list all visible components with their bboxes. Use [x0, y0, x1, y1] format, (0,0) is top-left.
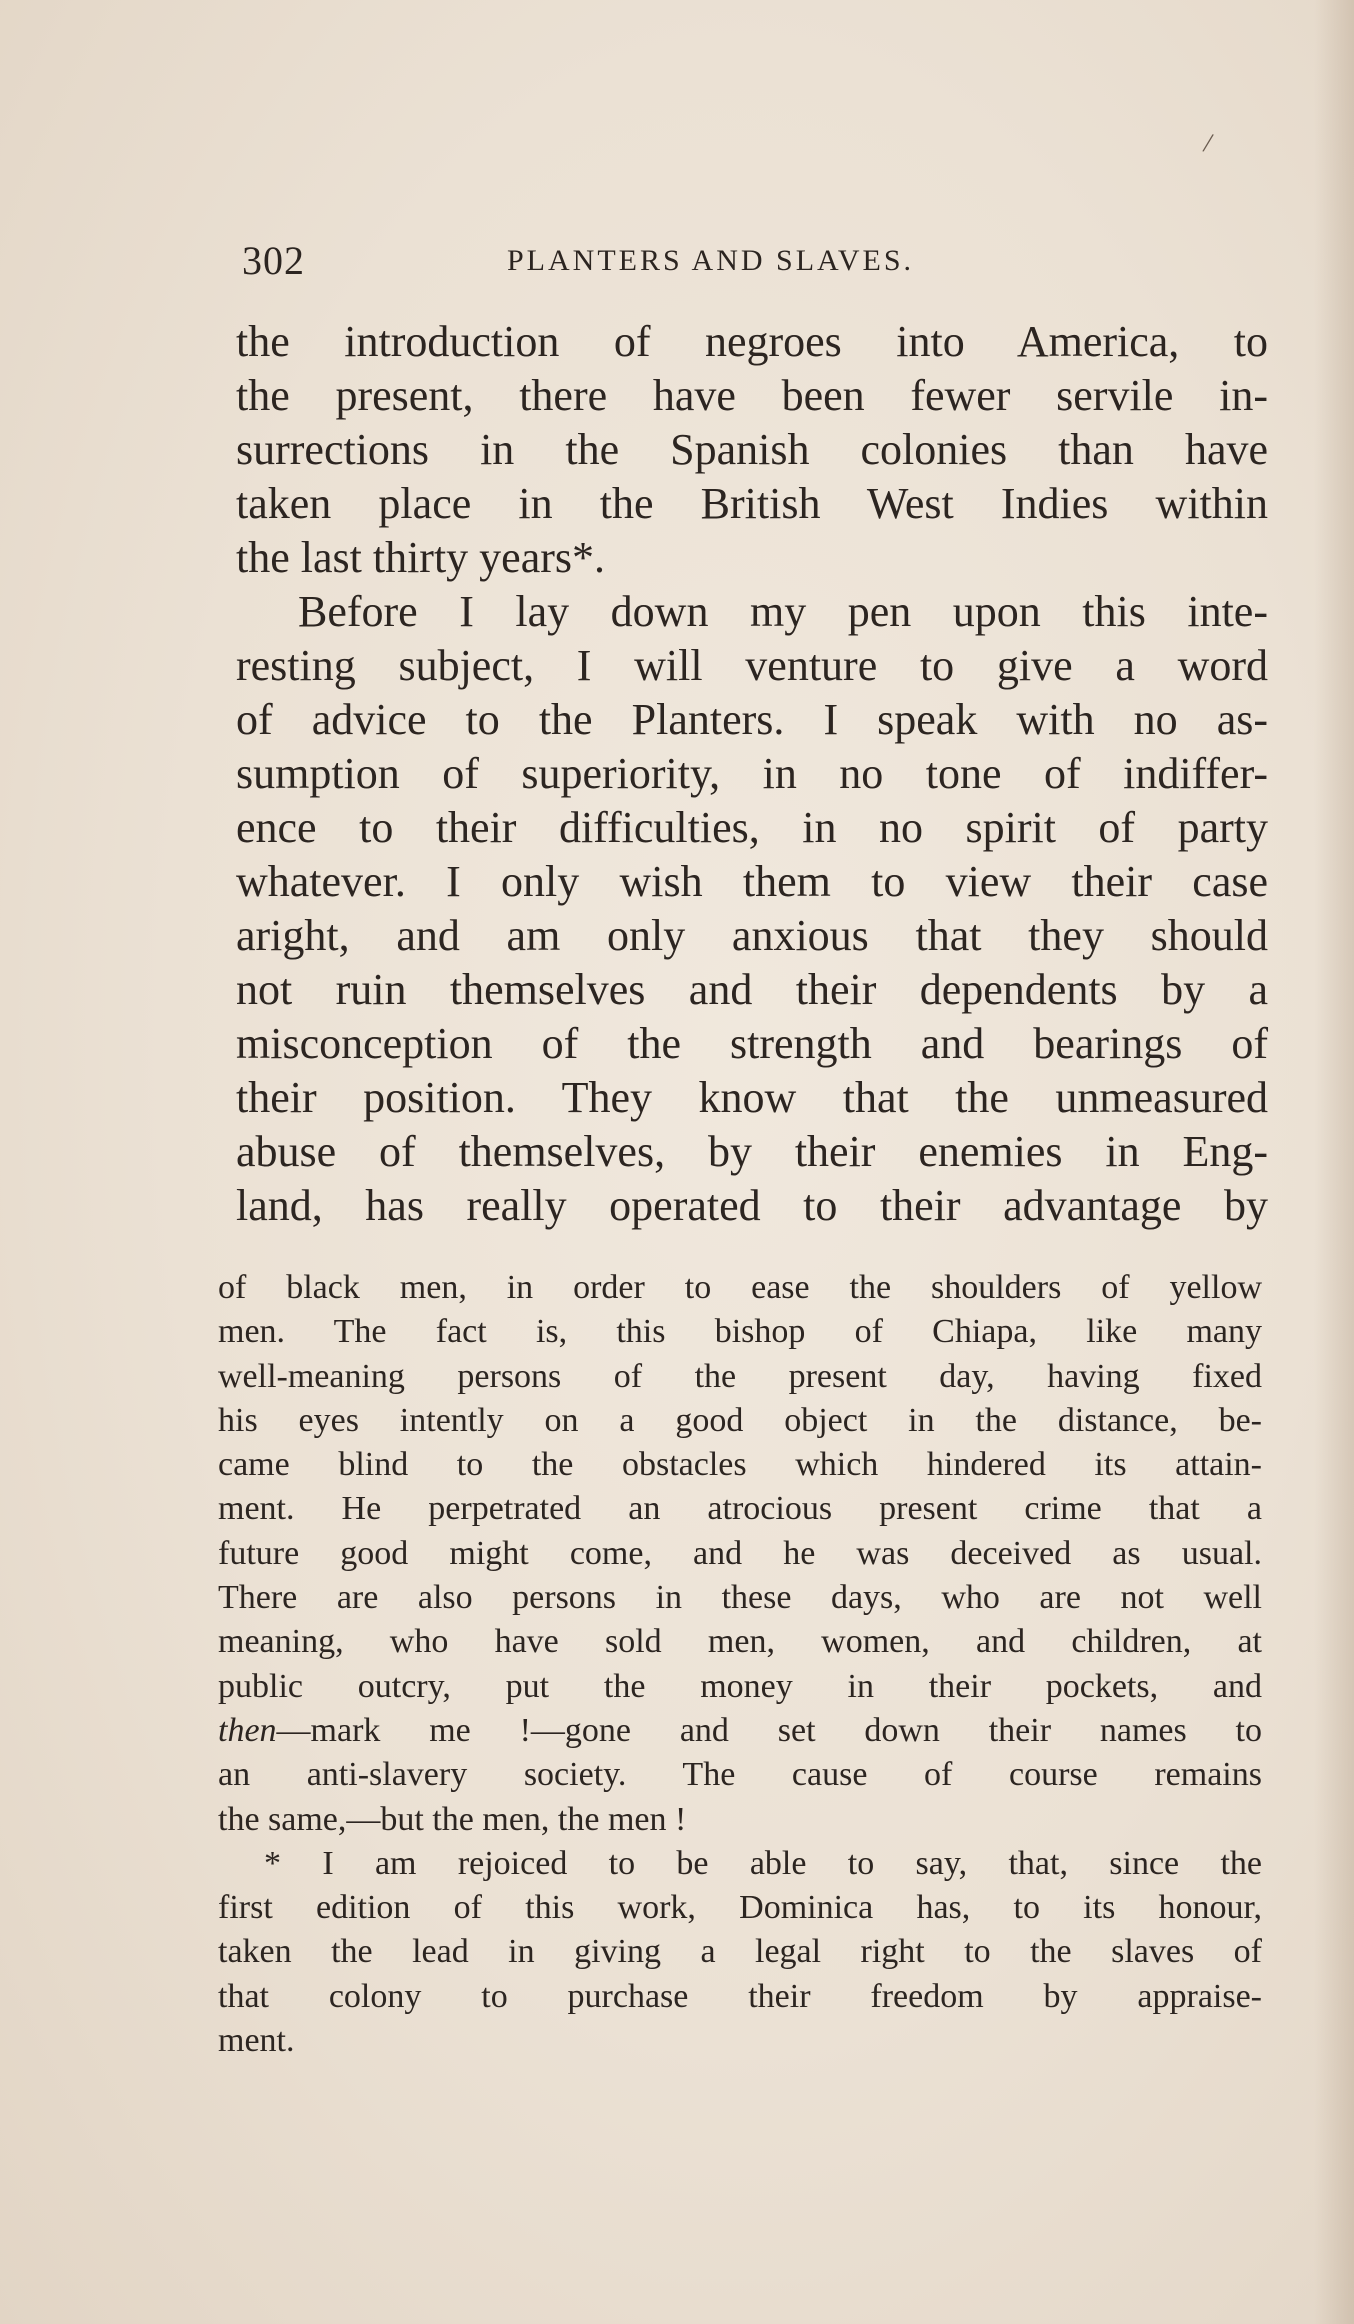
text-line: Before I lay down my pen upon this inte- [298, 587, 1268, 636]
footnote-line: * I am rejoiced to be able to say, that, since the [264, 1844, 1262, 1882]
footnote-line: the same,—but the men, the men ! [218, 1800, 687, 1838]
footnote-italic-word: then [218, 1711, 277, 1749]
footnote-line: taken the lead in giving a legal right to the slaves of [218, 1933, 1262, 1971]
footnotes [218, 1266, 1262, 2063]
footnote-line: public outcry, put the money in their pockets, and [218, 1667, 1262, 1705]
text-line: the present, there have been fewer servile in- [236, 371, 1268, 420]
footnote-line: meaning, who have sold men, women, and children, at [218, 1623, 1262, 1661]
text-line: not ruin themselves and their dependents by a [236, 965, 1268, 1014]
footnote-line: first edition of this work, Dominica has, to its honour, [218, 1889, 1262, 1927]
text-line: aright, and am only anxious that they should [236, 911, 1268, 960]
footnote-line: an anti-slavery society. The cause of course remains [218, 1756, 1262, 1794]
text-line: surrections in the Spanish colonies than have [236, 425, 1268, 474]
footnote-line: well-meaning persons of the present day, having fixed [218, 1357, 1262, 1395]
footnote-line: that colony to purchase their freedom by appraise- [218, 1977, 1262, 2015]
footnote-line [218, 1709, 1262, 1753]
footnote-line: his eyes intently on a good object in the distance, be- [218, 1401, 1262, 1439]
text-line: of advice to the Planters. I speak with no as- [236, 695, 1268, 744]
footnote-line-rest: —mark me !—gone and set down their names to [276, 1711, 1262, 1749]
footnote-line: There are also persons in these days, who are not well [218, 1579, 1262, 1617]
text-line: the last thirty years*. [236, 533, 606, 582]
footnote-line: ment. He perpetrated an atrocious present crime that a [218, 1490, 1262, 1528]
text-line: land, has really operated to their advantage by [236, 1181, 1268, 1230]
text-line: resting subject, I will venture to give a word [236, 641, 1268, 690]
text-line: misconception of the strength and bearings of [236, 1019, 1268, 1068]
page-edge-shadow [1314, 0, 1354, 2324]
footnote-line: of black men, in order to ease the shoulders of yellow [218, 1269, 1262, 1306]
footnote-line: future good might come, and he was deceived as usual. [218, 1534, 1262, 1572]
text-line: ence to their difficulties, in no spirit of party [236, 803, 1268, 852]
main-text [236, 315, 1268, 1233]
running-title: PLANTERS AND SLAVES. [507, 244, 915, 277]
text-line: sumption of superiority, in no tone of indiffer- [236, 749, 1268, 798]
text-line: their position. They know that the unmeasured [236, 1073, 1268, 1122]
footnote-line: came blind to the obstacles which hindered its attain- [218, 1446, 1262, 1484]
text-line: taken place in the British West Indies within [236, 479, 1268, 528]
text-line: abuse of themselves, by their enemies in Eng- [236, 1127, 1268, 1176]
footnote-line: ment. [218, 2022, 295, 2060]
text-line: whatever. I only wish them to view their case [236, 857, 1268, 906]
footnote-line: men. The fact is, this bishop of Chiapa, like many [218, 1313, 1262, 1351]
text-line: the introduction of negroes into America, to [236, 317, 1268, 366]
running-head [242, 236, 1032, 286]
stray-pencil-mark: / [1200, 127, 1216, 160]
page-number: 302 [242, 238, 305, 283]
